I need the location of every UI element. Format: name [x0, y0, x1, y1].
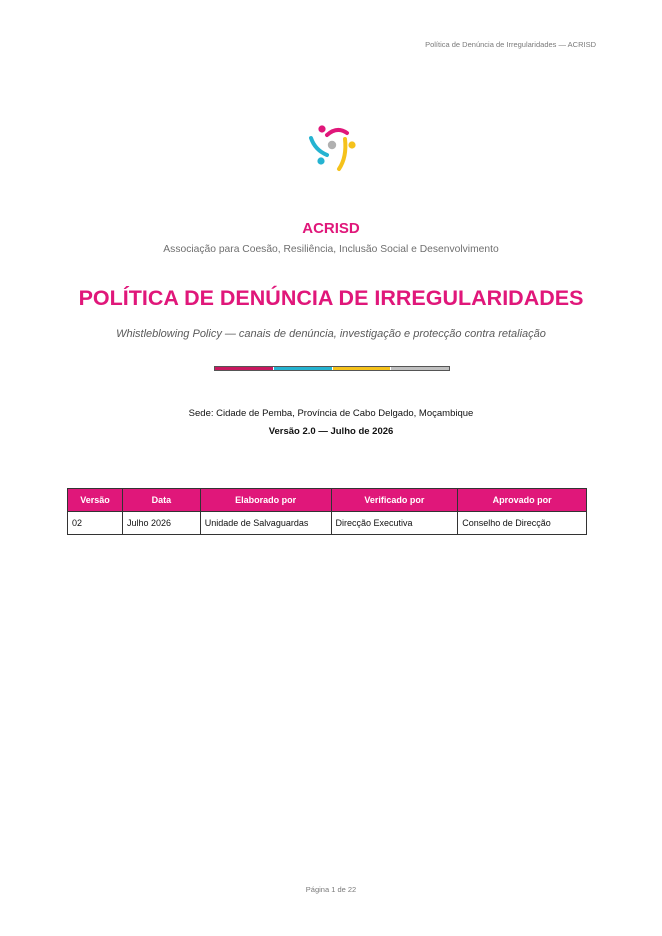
version-line: Versão 2.0 — Julho de 2026: [268, 426, 394, 437]
logo-blue-arc: [311, 138, 327, 155]
page-number: Página 1 de 22: [305, 885, 357, 894]
column-header-verified-by: Verificado por: [331, 489, 458, 512]
document-subtitle: Whistleblowing Policy — canais de denúncia, investigação e protecção contra retaliação: [116, 328, 546, 340]
logo-grey-dot: [328, 141, 336, 149]
column-header-prepared-by: Elaborado por: [200, 489, 331, 512]
table-header-row: [68, 489, 587, 512]
logo-pink-dot: [318, 125, 325, 132]
acrisd-logo-icon: [305, 123, 357, 175]
headquarters-line: Sede: Cidade de Pemba, Província de Cabo Delgado, Moçambique: [188, 408, 474, 419]
column-header-version: Versão: [68, 489, 123, 512]
document-control-table: [67, 488, 587, 535]
logo-blue-dot: [317, 157, 324, 164]
running-header: Política de Denúncia de Irregularidades — ACRISD: [425, 40, 596, 49]
logo-yellow-dot: [348, 141, 355, 148]
cell-verified-by: Direcção Executiva: [331, 512, 458, 535]
column-header-approved-by: Aprovado por: [458, 489, 587, 512]
organization-acronym: ACRISD: [302, 220, 360, 237]
logo-yellow-arc: [339, 139, 345, 169]
table-row: [68, 512, 587, 535]
cell-prepared-by: Unidade de Salvaguardas: [200, 512, 331, 535]
divider-segment-yellow: [332, 367, 391, 370]
cell-approved-by: Conselho de Direcção: [458, 512, 587, 535]
color-divider: [214, 366, 450, 371]
organization-full-name: Associação para Coesão, Resiliência, Inclusão Social e Desenvolvimento: [163, 244, 499, 255]
cell-version: 02: [68, 512, 123, 535]
column-header-date: Data: [122, 489, 200, 512]
document-title: POLÍTICA DE DENÚNCIA DE IRREGULARIDADES: [78, 286, 584, 310]
cell-date: Julho 2026: [122, 512, 200, 535]
logo-pink-arc: [327, 130, 347, 135]
divider-segment-grey: [390, 367, 449, 370]
divider-segment-pink: [215, 367, 273, 370]
divider-segment-blue: [273, 367, 332, 370]
